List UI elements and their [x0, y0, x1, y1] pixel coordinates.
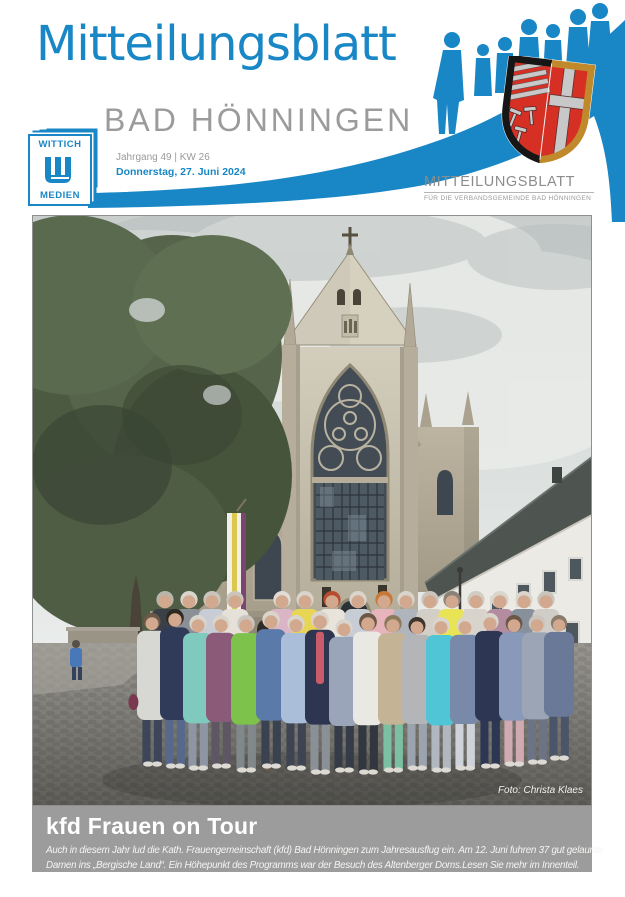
- masthead-title: MITTEILUNGSBLATT: [424, 174, 594, 193]
- caption-line-1: Auch in diesem Jahr lud die Kath. Frauengemeinschaft (kfd) Bad Hönningen zum Jahresausflug ein. Am 12. Juni fuhren 37 gut gelaunte: [46, 845, 603, 856]
- caption-bar: [32, 806, 603, 872]
- wittich-w-monogram-icon: [43, 157, 77, 183]
- caption-title: kfd Frauen on Tour: [46, 813, 258, 839]
- region-subtitle: BAD HÖNNINGEN: [104, 102, 414, 138]
- logo-text-bottom: MEDIEN: [40, 190, 80, 201]
- caption-more: Lesen Sie mehr im Innenteil.: [462, 859, 580, 871]
- wittich-medien-logo: [28, 134, 92, 206]
- bad-hoenningen-crest-icon: [498, 56, 598, 168]
- cover-photo: [32, 215, 603, 872]
- page-title: Mitteilungsblatt: [36, 16, 396, 72]
- issue-date: Donnerstag, 27. Juni 2024: [116, 165, 246, 178]
- cover-photo-illustration: [32, 215, 592, 806]
- issue-number: Jahrgang 49 | KW 26: [116, 152, 210, 163]
- photo-credit: Foto: Christa Klaes: [497, 785, 583, 796]
- logo-text-top: WITTICH: [38, 139, 82, 150]
- masthead-right: [424, 174, 594, 202]
- masthead-subtitle: FÜR DIE VERBANDSGEMEINDE BAD HÖNNINGEN: [424, 195, 592, 202]
- caption-line-2: Damen ins „Bergische Land“. Ein Höhepunkt des Programms war der Besuch des Altenberger Doms.: [46, 859, 463, 871]
- issue-info: [116, 151, 246, 179]
- caption-body: [46, 844, 603, 873]
